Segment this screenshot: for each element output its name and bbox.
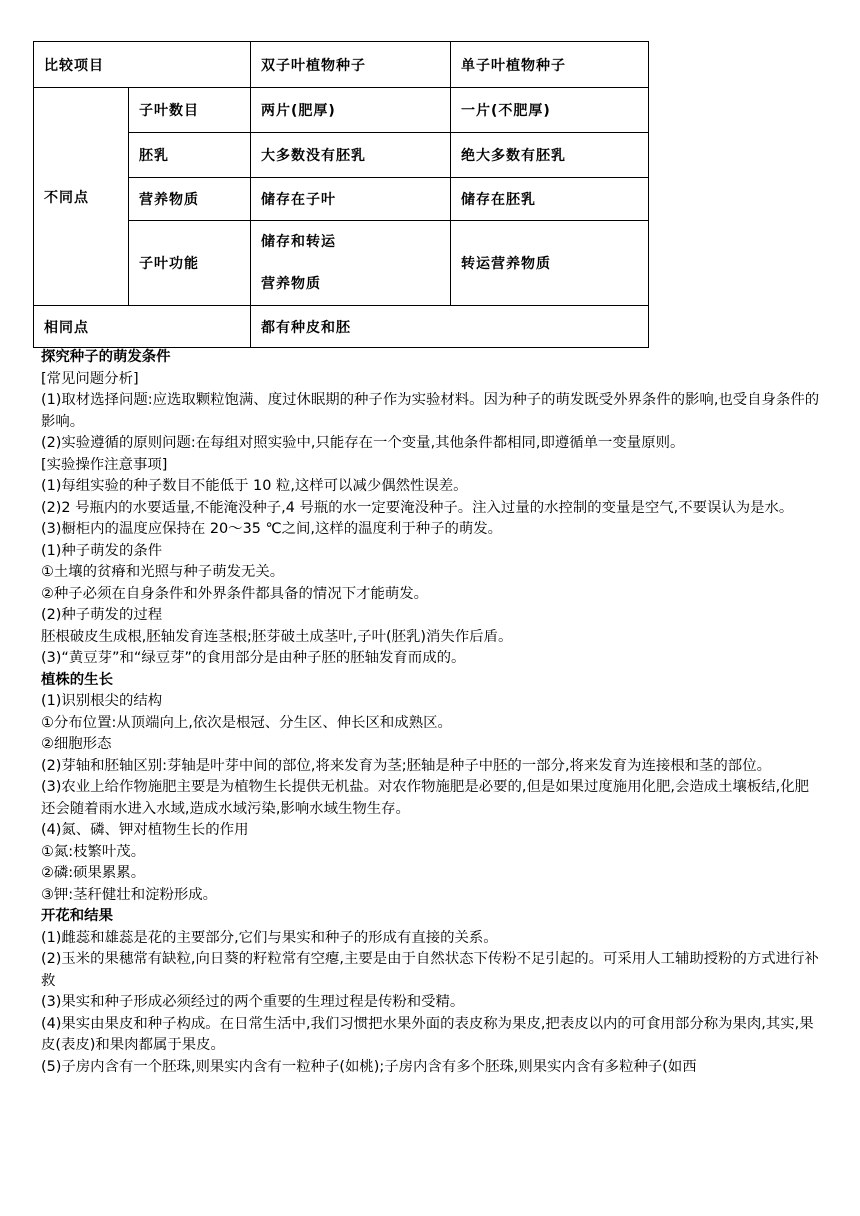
table-row: [34, 88, 649, 133]
header-dicot-seed: 双子叶植物种子: [251, 42, 451, 88]
paragraph: (1)雌蕊和雄蕊是花的主要部分,它们与果实和种子的形成有直接的关系。: [41, 929, 498, 946]
paragraph: (1)种子萌发的条件: [41, 542, 163, 559]
paragraph: (3)农业上给作物施肥主要是为植物生长提供无机盐。对农作物施肥是必要的,但是如果过度施用化肥,会造成土壤板结,化肥还会随着雨水进入水域,造成水域污染,影响水域生物生存。: [41, 779, 810, 817]
monocot-cell: 储存在胚乳: [451, 178, 649, 221]
dicot-cell-line: 储存和转运: [261, 234, 336, 250]
section-heading: 探究种子的萌发条件: [41, 349, 171, 365]
item-cell: 胚乳: [129, 133, 251, 178]
paragraph: ①土壤的贫瘠和光照与种子萌发无关。: [41, 564, 285, 580]
paragraph: (2)芽轴和胚轴区别:芽轴是叶芽中间的部位,将来发育为茎;胚轴是种子中胚的一部分,将来发育为连接根和茎的部位。: [41, 757, 771, 774]
monocot-cell: 一片(不肥厚): [451, 88, 649, 133]
monocot-cell: 绝大多数有胚乳: [451, 133, 649, 178]
dicot-cell: 大多数没有胚乳: [251, 133, 451, 178]
paragraph: ①氮:枝繁叶茂。: [41, 843, 146, 860]
section-heading: 开花和结果: [41, 908, 113, 924]
item-cell: 营养物质: [129, 178, 251, 221]
paragraph: ①分布位置:从顶端向上,依次是根冠、分生区、伸长区和成熟区。: [41, 714, 452, 731]
paragraph: (3)“黄豆芽”和“绿豆芽”的食用部分是由种子胚的胚轴发育而成的。: [41, 650, 466, 666]
paragraph: (1)识别根尖的结构: [41, 693, 163, 709]
item-cell: 子叶数目: [129, 88, 251, 133]
diff-label-cell: 不同点: [34, 88, 129, 306]
paragraph: ③钾:茎秆健壮和淀粉形成。: [41, 886, 218, 903]
header-compare-item: 比较项目: [34, 42, 251, 88]
paragraph: (2)实验遵循的原则问题:在每组对照实验中,只能存在一个变量,其他条件都相同,即遵循单一变量原则。: [41, 435, 685, 451]
paragraph: (5)子房内含有一个胚珠,则果实内含有一粒种子(如桃);子房内含有多个胚珠,则果实内含有多粒种子(如西: [41, 1058, 697, 1075]
section-heading: 植株的生长: [41, 671, 113, 688]
paragraph: (1)每组实验的种子数目不能低于 10 粒,这样可以减少偶然性误差。: [41, 478, 468, 494]
comparison-table: [33, 41, 649, 348]
item-cell: 子叶功能: [129, 221, 251, 306]
paragraph: ②细胞形态: [41, 736, 112, 752]
paragraph: [常见问题分析]: [41, 370, 139, 387]
paragraph: (3)果实和种子形成必须经过的两个重要的生理过程是传粉和受精。: [41, 994, 465, 1010]
paragraph: (4)氮、磷、钾对植物生长的作用: [41, 822, 249, 838]
dicot-cell: 两片(肥厚): [251, 88, 451, 133]
same-value-cell: 都有种皮和胚: [251, 306, 649, 348]
paragraph: ②种子必须在自身条件和外界条件都具备的情况下才能萌发。: [41, 585, 429, 602]
paragraph: (1)取材选择问题:应选取颗粒饱满、度过休眠期的种子作为实验材料。因为种子的萌发既受外界条件的影响,也受自身条件的影响。: [41, 392, 820, 430]
header-monocot-seed: 单子叶植物种子: [451, 42, 649, 88]
paragraph: (2)玉米的果穗常有缺粒,向日葵的籽粒常有空瘪,主要是由于自然状态下传粉不足引起的。可采用人工辅助授粉的方式进行补救: [41, 951, 819, 989]
paragraph: (4)果实由果皮和种子构成。在日常生活中,我们习惯把水果外面的表皮称为果皮,把表皮以内的可食用部分称为果肉,其实,果皮(表皮)和果肉都属于果皮。: [41, 1015, 814, 1053]
paragraph: (2)2 号瓶内的水要适量,不能淹没种子,4 号瓶的水一定要淹没种子。注入过量的水控制的变量是空气,不要误认为是水。: [41, 499, 794, 516]
paragraph: 胚根破皮生成根,胚轴发育连茎根;胚芽破土成茎叶,子叶(胚乳)消失作后盾。: [41, 628, 513, 645]
paragraph: [实验操作注意事项]: [41, 456, 168, 473]
dicot-cell: [251, 221, 451, 306]
dicot-cell-line: 营养物质: [261, 276, 321, 292]
paragraph: (3)橱柜内的温度应保持在 20～35 ℃之间,这样的温度利于种子的萌发。: [41, 521, 503, 537]
table-header-row: [34, 42, 649, 88]
dicot-cell: 储存在子叶: [251, 178, 451, 221]
same-label-cell: 相同点: [34, 306, 251, 348]
paragraph: (2)种子萌发的过程: [41, 607, 163, 623]
document-body: [41, 347, 823, 1078]
table-row: [34, 306, 649, 348]
paragraph: ②磷:硕果累累。: [41, 865, 146, 881]
monocot-cell: 转运营养物质: [451, 221, 649, 306]
